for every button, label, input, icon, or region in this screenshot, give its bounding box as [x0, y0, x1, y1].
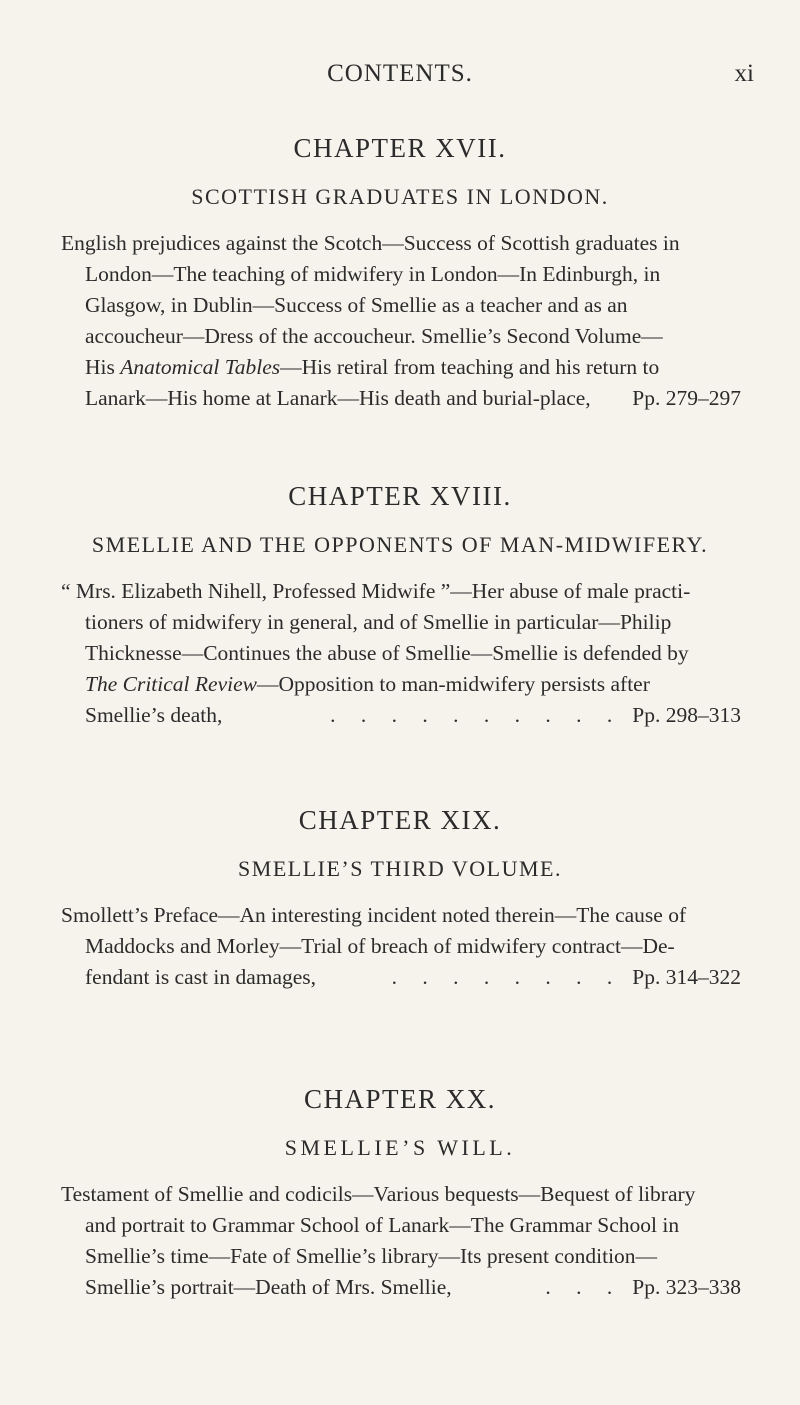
- chapter-xix: [0, 804, 800, 993]
- leader-dots: . . . . . . . . . .: [330, 703, 623, 727]
- page-range: Pp. 314–322: [632, 965, 741, 989]
- summary-line: Thicknesse—Continues the abuse of Smellie—Smellie is defended by: [85, 641, 689, 665]
- chapter-xviii: [0, 480, 800, 731]
- summary-last-line: [61, 962, 741, 993]
- summary-line: Maddocks and Morley—Trial of breach of midwifery contract—De-: [85, 934, 675, 958]
- chapter-summary: [61, 1179, 741, 1303]
- summary-line: “ Mrs. Elizabeth Nihell, Professed Midwife ”—Her abuse of male practi-: [61, 579, 691, 603]
- summary-text: Smellie’s death,: [85, 703, 223, 727]
- chapter-title: SCOTTISH GRADUATES IN LONDON.: [191, 184, 609, 209]
- summary-text: —His retiral from teaching and his return to: [280, 355, 660, 379]
- page-range: Pp. 279–297: [632, 386, 741, 410]
- leader-dots: . . .: [545, 1275, 623, 1299]
- summary-text: Lanark—His home at Lanark—His death and burial-place,: [85, 386, 591, 410]
- summary-text: His: [85, 355, 121, 379]
- summary-line: Smellie’s time—Fate of Smellie’s library—Its present condition—: [85, 1244, 658, 1268]
- chapter-number: CHAPTER XVII.: [293, 133, 507, 163]
- chapter-summary: [61, 576, 741, 731]
- summary-line: [61, 669, 741, 700]
- page-number: xi: [734, 60, 754, 87]
- summary-text: Smellie’s portrait—Death of Mrs. Smellie,: [85, 1275, 452, 1299]
- summary-line: London—The teaching of midwifery in London—In Edinburgh, in: [85, 262, 661, 286]
- summary-text: —Opposition to man-midwifery persists after: [256, 672, 650, 696]
- running-head: [0, 60, 800, 100]
- summary-line: Smollett’s Preface—An interesting incident noted therein—The cause of: [61, 903, 687, 927]
- chapter-xvii: [0, 132, 800, 414]
- summary-last-line: [61, 700, 741, 731]
- leader-dots: . . . . . . . .: [391, 965, 623, 989]
- summary-line: English prejudices against the Scotch—Success of Scottish graduates in: [61, 231, 680, 255]
- summary-text: fendant is cast in damages,: [85, 965, 317, 989]
- summary-line: [61, 352, 741, 383]
- chapter-xx: [0, 1083, 800, 1303]
- chapter-summary: [61, 900, 741, 993]
- page-range: Pp. 298–313: [632, 703, 741, 727]
- chapter-number: CHAPTER XIX.: [298, 805, 502, 835]
- chapter-number: CHAPTER XVIII.: [288, 481, 512, 511]
- journal-title: The Critical Review: [85, 672, 257, 696]
- summary-last-line: [61, 1272, 741, 1303]
- chapter-title: SMELLIE’S WILL.: [284, 1135, 516, 1160]
- summary-line: accoucheur—Dress of the accoucheur. Smellie’s Second Volume—: [85, 324, 663, 348]
- summary-line: and portrait to Grammar School of Lanark—The Grammar School in: [85, 1213, 680, 1237]
- running-title: CONTENTS.: [327, 60, 473, 87]
- leader-dots: [591, 383, 633, 414]
- chapter-title: SMELLIE AND THE OPPONENTS OF MAN-MIDWIFERY.: [91, 532, 709, 557]
- chapter-summary: [61, 228, 741, 414]
- summary-line: Testament of Smellie and codicils—Various bequests—Bequest of library: [61, 1182, 696, 1206]
- book-title: Anatomical Tables: [120, 355, 281, 379]
- summary-last-line: [61, 383, 741, 414]
- summary-line: tioners of midwifery in general, and of Smellie in particular—Philip: [85, 610, 672, 634]
- summary-line: Glasgow, in Dublin—Success of Smellie as a teacher and as an: [85, 293, 628, 317]
- chapter-number: CHAPTER XX.: [303, 1084, 496, 1114]
- chapter-title: SMELLIE’S THIRD VOLUME.: [238, 856, 562, 881]
- page-range: Pp. 323–338: [632, 1275, 741, 1299]
